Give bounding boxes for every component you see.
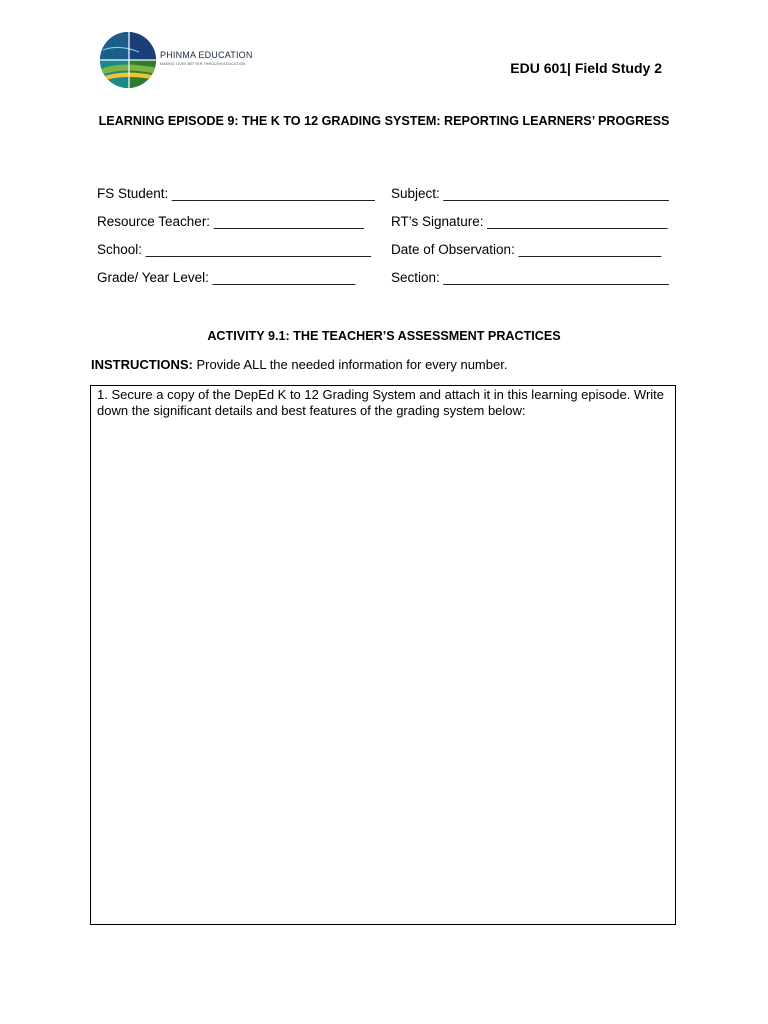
instructions-label: INSTRUCTIONS: [91,357,193,372]
resource-teacher-field[interactable]: Resource Teacher: ____________________ [97,214,364,229]
fs-student-field[interactable]: FS Student: ___________________________ [97,186,375,201]
instructions [91,357,507,372]
instructions-text: Provide ALL the needed information for every number. [192,357,508,372]
phinma-emblem-icon [99,30,157,90]
rt-signature-field[interactable]: RT’s Signature: ________________________ [391,214,668,229]
grade-year-level-field[interactable]: Grade/ Year Level: ___________________ [97,270,356,285]
activity-title: ACTIVITY 9.1: THE TEACHER’S ASSESSMENT PRACTICES [207,329,561,343]
item-1-prompt: 1. Secure a copy of the DepEd K to 12 Grading System and attach it in this learning episode. Write down the significant details and best features of the grading system below: [97,387,665,418]
episode-title: LEARNING EPISODE 9: THE K TO 12 GRADING SYSTEM: REPORTING LEARNERS’ PROGRESS [98,114,670,128]
course-title: EDU 601| Field Study 2 [510,60,662,76]
section-field[interactable]: Section: ______________________________ [391,270,669,285]
date-of-observation-field[interactable]: Date of Observation: ___________________ [391,242,662,257]
subject-field[interactable]: Subject: ______________________________ [391,186,669,201]
answer-box[interactable] [90,385,676,925]
phinma-logo [99,30,259,90]
logo-tagline: MAKING LIVES BETTER THROUGH EDUCATION [160,62,246,66]
school-field[interactable]: School: ______________________________ [97,242,372,257]
logo-name: PHINMA EDUCATION [160,50,253,60]
